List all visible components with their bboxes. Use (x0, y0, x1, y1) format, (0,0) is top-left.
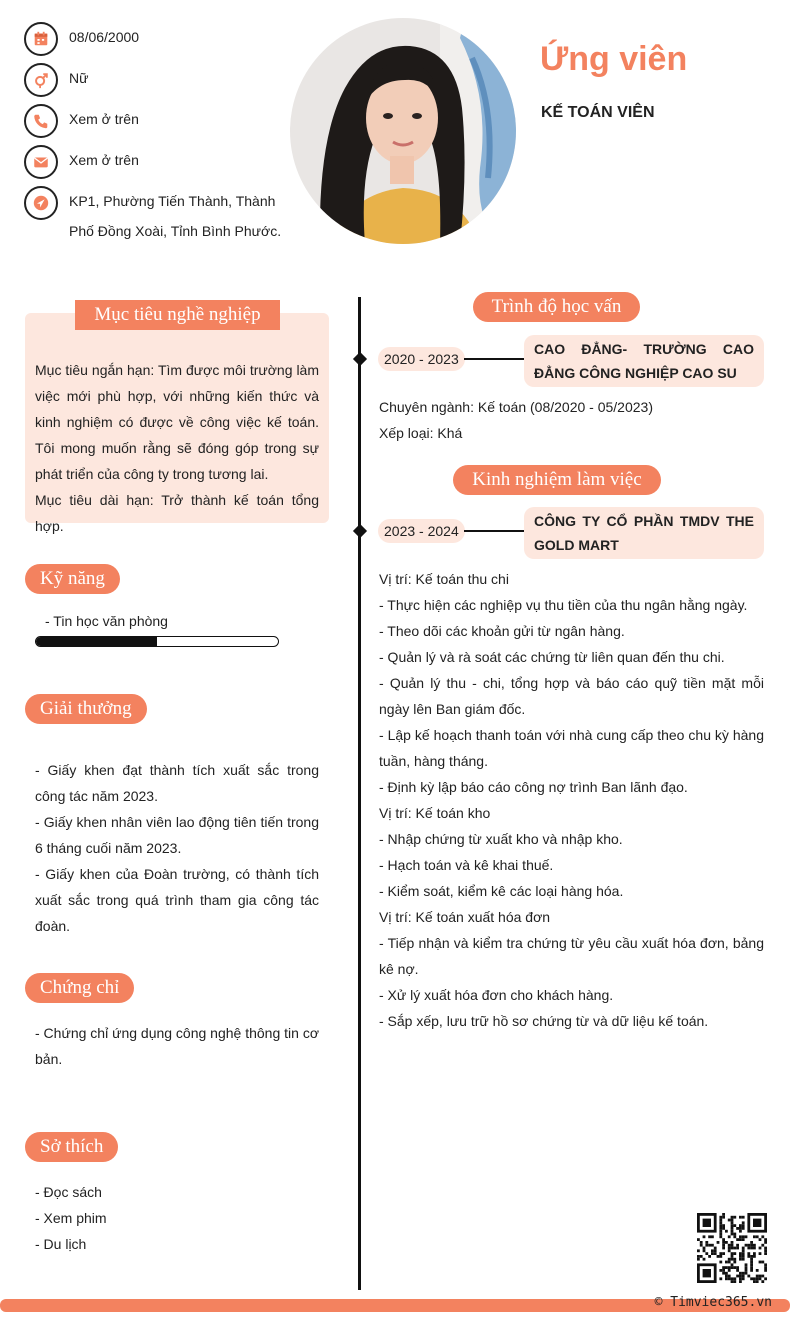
hobby-item: - Xem phim (35, 1210, 107, 1226)
education-school: CAO ĐẲNG- TRƯỜNG CAO ĐẲNG CÔNG NGHIỆP CAO SU (524, 335, 764, 387)
profile-photo (290, 18, 516, 244)
phone-icon (24, 104, 58, 138)
address-line-2: Phố Đồng Xoài, Tỉnh Bình Phước. (69, 223, 282, 239)
experience-line: - Thực hiện các nghiệp vụ thu tiền của thu ngân hằng ngày. (379, 597, 748, 613)
experience-details (379, 566, 764, 1034)
timeline-marker (353, 352, 367, 366)
certificate-item: - Chứng chỉ ứng dụng công nghệ thông tin cơ bản. (35, 1025, 319, 1067)
location-icon (24, 186, 58, 220)
experience-line: Vị trí: Kế toán xuất hóa đơn (379, 909, 551, 925)
certificates-list (35, 1020, 319, 1072)
objective-long-term: Mục tiêu dài hạn: Trở thành kế toán tổng hợp. (35, 492, 319, 534)
award-item: - Giấy khen của Đoàn trường, có thành tích xuất sắc trong quá trình tham gia công tác đoàn. (35, 866, 319, 934)
skill-level-fill (36, 637, 157, 646)
education-major: Chuyên ngành: Kế toán (08/2020 - 05/2023) (379, 399, 653, 415)
award-item: - Giấy khen đạt thành tích xuất sắc trong công tác năm 2023. (35, 762, 319, 804)
experience-line: - Lập kế hoạch thanh toán với nhà cung cấp theo chu kỳ hàng tuần, hàng tháng. (379, 727, 764, 769)
experience-line: - Quản lý và rà soát các chứng từ liên quan đến thu chi. (379, 649, 725, 665)
objective-title: Mục tiêu nghề nghiệp (75, 300, 280, 330)
hobbies-list (35, 1179, 319, 1257)
address-line-1: KP1, Phường Tiến Thành, Thành (69, 193, 276, 209)
education-date: 2020 - 2023 (378, 347, 465, 371)
experience-line: - Xử lý xuất hóa đơn cho khách hàng. (379, 987, 614, 1003)
contact-email: Xem ở trên (24, 145, 139, 179)
awards-title: Giải thưởng (25, 694, 147, 724)
gender-icon (24, 63, 58, 97)
timeline-divider (358, 297, 361, 1290)
education-grade: Xếp loại: Khá (379, 425, 463, 441)
qr-code (697, 1213, 767, 1283)
calendar-icon (24, 22, 58, 56)
footer-credit: © Timviec365.vn (654, 1295, 772, 1310)
timeline-connector (464, 530, 524, 532)
timeline-connector (464, 358, 524, 360)
hobby-item: - Du lịch (35, 1236, 87, 1252)
experience-line: - Theo dõi các khoản gửi từ ngân hàng. (379, 623, 625, 639)
certificates-title: Chứng chỉ (25, 973, 134, 1003)
contact-gender: Nữ (24, 63, 88, 97)
education-title: Trình độ học vấn (473, 292, 640, 322)
experience-line: - Tiếp nhận và kiểm tra chứng từ yêu cầu xuất hóa đơn, bảng kê nợ. (379, 935, 764, 977)
experience-title: Kinh nghiệm làm việc (453, 465, 661, 495)
timeline-marker (353, 524, 367, 538)
job-title: KẾ TOÁN VIÊN (541, 104, 655, 121)
experience-line: - Nhập chứng từ xuất kho và nhập kho. (379, 831, 623, 847)
experience-line: - Hạch toán và kê khai thuế. (379, 857, 554, 873)
skills-title: Kỹ năng (25, 564, 120, 594)
experience-line: - Kiểm soát, kiểm kê các loại hàng hóa. (379, 883, 624, 899)
envelope-icon (24, 145, 58, 179)
objective-short-term: Mục tiêu ngắn hạn: Tìm được môi trường làm việc mới phù hợp, với những kiến thức và kinh nghiệm có được về công việc kế toán. Tôi mong muốn rằng sẽ đóng góp trong sự phát triển của công ty trong tương lai. (35, 362, 319, 482)
contact-phone: Xem ở trên (24, 104, 139, 138)
experience-line: Vị trí: Kế toán kho (379, 805, 491, 821)
award-item: - Giấy khen nhân viên lao động tiên tiến trong 6 tháng cuối năm 2023. (35, 814, 319, 856)
education-details (379, 394, 764, 446)
skill-level-bar (35, 636, 279, 647)
hobby-item: - Đọc sách (35, 1184, 102, 1200)
objective-text (35, 357, 319, 539)
skill-name: - Tin học văn phòng (45, 613, 168, 629)
experience-line: - Định kỳ lập báo cáo công nợ trình Ban lãnh đạo. (379, 779, 688, 795)
contact-address (24, 186, 281, 246)
experience-date: 2023 - 2024 (378, 519, 465, 543)
experience-line: - Quản lý thu - chi, tổng hợp và báo cáo quỹ tiền mặt mỗi ngày lên Ban giám đốc. (379, 675, 764, 717)
hobbies-title: Sở thích (25, 1132, 118, 1162)
experience-line: - Sắp xếp, lưu trữ hồ sơ chứng từ và dữ liệu kế toán. (379, 1013, 709, 1029)
experience-company: CÔNG TY CỔ PHẦN TMDV THE GOLD MART (524, 507, 764, 559)
contact-dob: 08/06/2000 (24, 22, 139, 56)
candidate-name: Ứng viên (540, 40, 688, 78)
experience-line: Vị trí: Kế toán thu chi (379, 571, 509, 587)
awards-list (35, 757, 319, 939)
avatar (290, 18, 516, 244)
